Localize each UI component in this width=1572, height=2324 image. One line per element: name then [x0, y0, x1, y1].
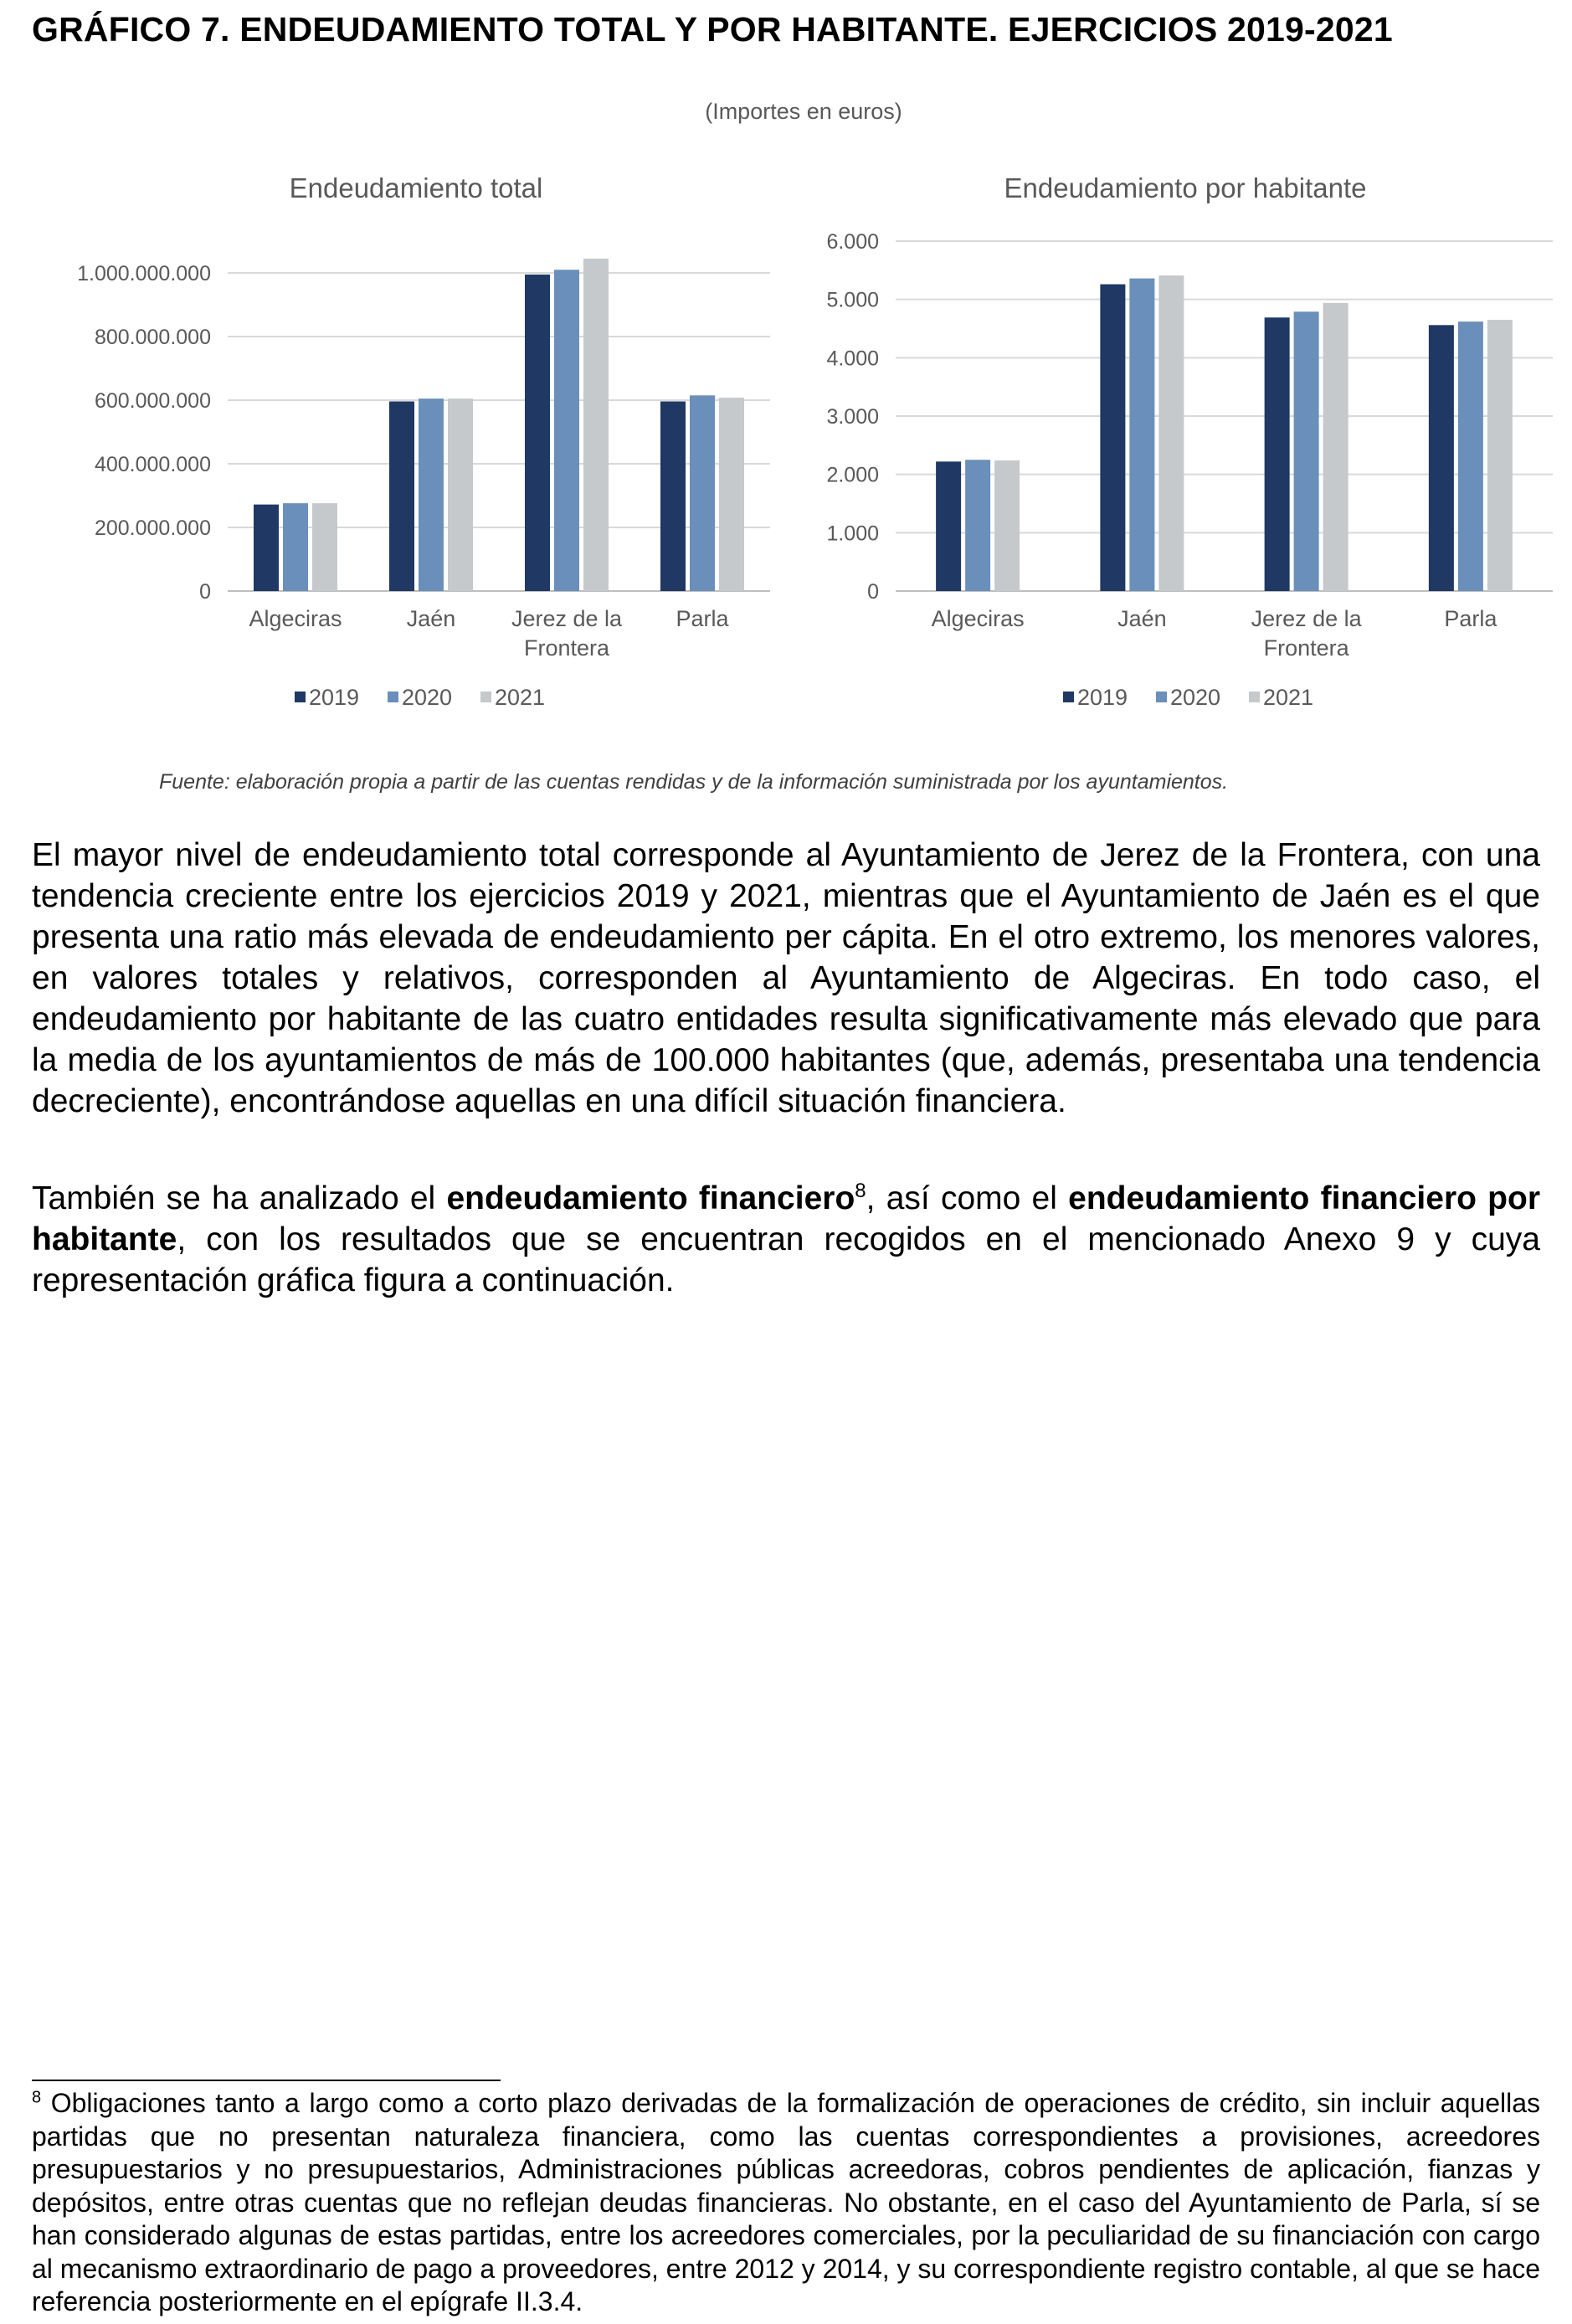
bar-parla-2020	[690, 395, 715, 591]
legend-label-2019: 2019	[309, 685, 360, 710]
footnote-ref: 8	[855, 1180, 866, 1202]
bar-jerez-de-la-frontera-2019	[1265, 317, 1290, 591]
bar-jaen-2019	[1100, 285, 1125, 591]
x-tick-label: Frontera	[523, 635, 610, 661]
bar-jaen-2021	[1158, 275, 1184, 591]
bar-parla-2019	[660, 402, 686, 591]
legend-label-2020: 2020	[1170, 685, 1221, 710]
x-tick-label: Frontera	[1263, 635, 1349, 661]
bar-parla-2021	[1487, 320, 1513, 591]
paragraph-2-bold-a: endeudamiento financiero	[446, 1180, 855, 1216]
legend-swatch-2019	[1063, 692, 1074, 702]
bar-parla-2020	[1458, 321, 1483, 591]
chart-units-note: (Importes en euros)	[705, 99, 902, 124]
y-tick-label: 400.000.000	[94, 453, 211, 476]
legend-swatch-2021	[1249, 692, 1260, 702]
y-tick-label: 0	[867, 580, 879, 604]
x-tick-label: Parla	[676, 606, 729, 631]
y-tick-label: 1.000.000.000	[77, 262, 211, 285]
chart-title: Endeudamiento por habitante	[1004, 172, 1367, 203]
y-tick-label: 600.000.000	[94, 389, 211, 413]
page-title: GRÁFICO 7. ENDEUDAMIENTO TOTAL Y POR HABITANTE. EJERCICIOS 2019-2021	[32, 10, 1393, 49]
bar-algeciras-2020	[965, 460, 990, 591]
y-tick-label: 3.000	[826, 405, 879, 429]
paragraph-1: El mayor nivel de endeudamiento total corresponde al Ayuntamiento de Jerez de la Frontera, con una tendencia creciente entre los ejercicios 2019 y 2021, mientras que el Ayuntamiento de Jaén es el que presenta una ratio más elevada de endeudamiento per cápita. En el otro extremo, los menores valores, en valores totales y relativos, corresponden al Ayuntamiento de Algeciras. En todo caso, el endeudamiento por habitante de las cuatro entidades resulta significativamente más elevado que para la media de los ayuntamientos de más de 100.000 habitantes (que, además, presentaba una tendencia decreciente), encontrándose aquellas en una difícil situación financiera.	[32, 837, 1540, 1119]
bar-algeciras-2019	[254, 505, 279, 591]
paragraph-2-text-a: También se ha analizado el	[32, 1180, 447, 1216]
bar-jerez-de-la-frontera-2021	[1323, 303, 1349, 591]
bar-algeciras-2020	[283, 503, 308, 591]
legend-swatch-2021	[480, 692, 491, 702]
x-tick-label: Jaén	[406, 606, 456, 631]
bar-jerez-de-la-frontera-2021	[583, 259, 609, 591]
y-tick-label: 0	[199, 580, 211, 604]
bar-jaen-2020	[419, 398, 444, 591]
footnote-text: Obligaciones tanto a largo como a corto plazo derivadas de la formalización de operaciones de crédito, sin incluir aquellas partidas que no presentan naturaleza financiera, como las cuentas correspondientes a provisiones, acreedores presupuestarios y no presupuestarios, Administraciones públicas acreedoras, cobros pendientes de aplicación, fianzas y depósitos, entre otras cuentas que no reflejan deudas financieras. No obstante, en el caso del Ayuntamiento de Parla, sí se han considerado algunas de estas partidas, entre los acreedores comerciales, por la peculiaridad de su financiación con cargo al mecanismo extraordinario de pago a proveedores, entre 2012 y 2014, y su correspondiente registro contable, al que se hace referencia posteriormente en el epígrafe II.3.4.	[32, 2088, 1540, 2316]
legend-swatch-2020	[1156, 692, 1167, 702]
x-tick-label: Algeciras	[931, 606, 1025, 631]
source-note: Fuente: elaboración propia a partir de las cuentas rendidas y de la información suministrada por los ayuntamientos.	[159, 770, 1229, 794]
bar-jerez-de-la-frontera-2020	[554, 270, 579, 591]
bar-algeciras-2021	[312, 503, 337, 591]
x-tick-label: Jerez de la	[511, 606, 623, 631]
legend-swatch-2019	[295, 692, 306, 702]
chart-total-debt	[0, 0, 787, 753]
x-tick-label: Algeciras	[249, 606, 342, 631]
y-tick-label: 800.000.000	[94, 326, 211, 349]
bar-jerez-de-la-frontera-2020	[1294, 311, 1319, 591]
bar-jaen-2021	[448, 398, 473, 591]
y-tick-label: 200.000.000	[94, 517, 211, 540]
legend-label-2021: 2021	[1263, 685, 1314, 710]
legend-label-2021: 2021	[495, 685, 546, 710]
paragraph-2-text-b: , así como el	[866, 1180, 1069, 1216]
x-tick-label: Jaén	[1117, 606, 1167, 631]
y-tick-label: 2.000	[826, 463, 879, 487]
chart-debt-per-inhabitant	[787, 0, 1572, 753]
footnote-number: 8	[32, 2088, 42, 2107]
paragraph-2-text-c: , con los resultados que se encuentran recogidos en el mencionado Anexo 9 y cuya representación gráfica figura a continuación.	[32, 1221, 1540, 1298]
bar-parla-2021	[719, 398, 744, 591]
x-tick-label: Jerez de la	[1251, 606, 1362, 631]
y-tick-label: 4.000	[826, 347, 879, 371]
bar-jerez-de-la-frontera-2019	[525, 275, 550, 591]
bar-jaen-2020	[1129, 279, 1154, 591]
bar-algeciras-2019	[936, 461, 961, 591]
chart-title: Endeudamiento total	[289, 172, 543, 203]
legend-swatch-2020	[388, 692, 398, 702]
y-tick-label: 1.000	[826, 522, 879, 546]
paragraph-2	[32, 1178, 1540, 1301]
y-tick-label: 5.000	[826, 288, 879, 312]
footnote	[32, 2087, 1540, 2319]
x-tick-label: Parla	[1444, 606, 1498, 631]
legend-label-2019: 2019	[1077, 685, 1128, 710]
paragraph-2-bold-b: endeudamiento financiero por habitante	[32, 1180, 1541, 1257]
bar-jaen-2019	[389, 402, 414, 591]
bar-algeciras-2021	[994, 460, 1020, 591]
footnote-divider	[32, 2080, 501, 2081]
bar-parla-2019	[1429, 325, 1454, 591]
y-tick-label: 6.000	[826, 230, 879, 254]
legend-label-2020: 2020	[402, 685, 453, 710]
